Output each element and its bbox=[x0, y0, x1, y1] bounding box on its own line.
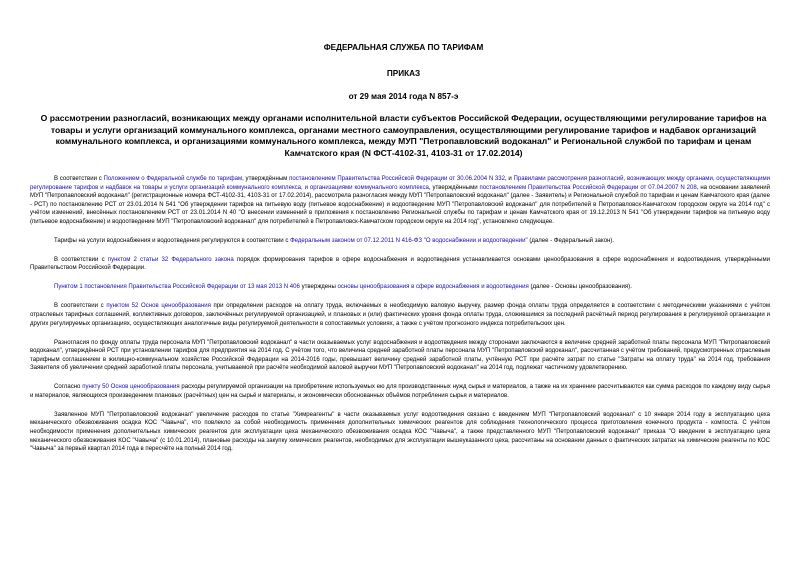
paragraph bbox=[30, 237, 770, 246]
paragraph-text: Разногласия по фонду оплаты труда персонала МУП "Петропавловский водоканал" в части оказываемых услуг водоснабжения и водоотведения между сторонами заключаются в величине средней заработной платы персонала МУП "Петропавловский водоканал", утверждённой РСТ при установлении тарифов для предприятия на 2014 год. С учётом того, что величина средней заработной платы персонала МУП "Петропавловский водоканал", рассчитанная с учётом требований, предусмотренных отраслевым тарифным соглашением в жилищно-коммунальном хозяйстве Российской Федерации на 2014-2016 годы, превышает величину средней заработной платы, учтённую РСТ при расчёте затрат по статье "Затраты на оплату труда" на 2014 год, требования Заявителя об увеличении средней заработной платы персонала, учитываемой при расчёте необходимой валовой выручки МУП "Петропавловский водоканал" на 2014 год, подлежат частичному удовлетворению. bbox=[30, 339, 770, 372]
paragraph-text: , и bbox=[505, 176, 514, 182]
document-link[interactable]: Пунктом 1 постановления Правительства Российской Федерации от 13 мая 2013 N 406 bbox=[54, 284, 300, 291]
document-body bbox=[30, 175, 770, 464]
paragraph bbox=[30, 339, 770, 373]
document-link[interactable]: основы ценообразования в сфере водоснабжения и водоотведения bbox=[337, 284, 529, 291]
paragraph-text: В соответствии с bbox=[54, 256, 108, 263]
paragraph-text: при определении расходов на оплату труда, включаемых в необходимую валовую выручку, размер фонда оплаты труда определяется в соответствии с методическими указаниями с учётом отраслевых тарифных соглашений, коллективных договоров, заключённых регулируемой организацией, и плановых и (или) фактических уровня фонда оплаты труда, сложившимся за последний расчётный период регулирования в регулируемой организации и других регулируемых организациях, осуществляющих аналогичные виды регулируемой деятельности в сопоставимых условиях, а также с учётом прогнозного индекса потребительских цен. bbox=[30, 303, 770, 327]
document-type: ПРИКАЗ bbox=[386, 69, 421, 78]
paragraph bbox=[30, 383, 770, 400]
document-link[interactable]: Федеральным законом от 07.12.2011 N 416-ФЗ "О водоснабжении и водоотведении" bbox=[290, 237, 528, 244]
paragraph-text: , на основании заявлений МУП "Петропавловский водоканал" (регистрационные номера ФСТ-4102-31, 4103-31 от 17.02.2014), рассмотрела разногласия между МУП "Петропавловский водоканал" (далее - Заявитель) и Региональной службой по тарифам и ценам Камчатского края (далее - РСТ) по постановлению РСТ от 23.01.2014 N 541 "Об утверждении тарифов на питьевую воду (питьевое водоснабжение) и водоотведение МУП "Петропавловский водоканал" для потребителей в Петропавловск-Камчатском городском округе на 2014 год" с учётом изменений, внесённых постановлением РСТ от 23.01.2014 N 40 "О внесении изменений в приложения к постановлению Региональной службы по тарифам и ценам Камчатского края от 19.12.2013 N 541 "Об утверждении тарифов на питьевую воду (питьевое водоснабжение) и водоотведение МУП "Петропавловский водоканал" для потребителей в Петропавловск-Камчатском городском округе на 2014 год", установлено следующее. bbox=[30, 184, 770, 225]
document-date-number: от 29 мая 2014 года N 857-э bbox=[348, 92, 459, 101]
agency-name: ФЕДЕРАЛЬНАЯ СЛУЖБА ПО ТАРИФАМ bbox=[323, 43, 484, 52]
paragraph-text: порядок формирования тарифов в сфере водоснабжения и водоотведения устанавливается основами ценообразования в сфере водоснабжения и водоотведения, утверждёнными Правительством Российской Федерации. bbox=[30, 256, 770, 272]
paragraph-text: расходы регулируемой организации на приобретение используемых ею для производственных нужд сырья и материалов, а также на их хранение рассчитываются как сумма расходов по каждому виду сырья и материалов, являющихся произведением плановых (расчётных) цен на сырьё и материалы, и экономически обоснованных объёмов потребления сырья и материалов. bbox=[30, 384, 770, 399]
document-link[interactable]: пунктом 2 статьи 32 Федерального закона bbox=[107, 256, 234, 263]
paragraph bbox=[30, 256, 770, 273]
paragraph-text: , утверждённым bbox=[242, 176, 290, 182]
paragraph-text: В соответствии с bbox=[54, 176, 104, 182]
paragraph bbox=[30, 302, 770, 328]
paragraph-text: , утверждёнными bbox=[428, 184, 480, 191]
paragraph-text: (далее - Основы ценообразования). bbox=[528, 284, 632, 291]
paragraph-text: утверждены bbox=[299, 284, 338, 291]
paragraph-text: (далее - Федеральный закон). bbox=[527, 237, 614, 244]
document-link[interactable]: Правилами рассмотрения разногласий, возникающих между органами, осуществляющими регулирование тарифов и надбавок на товары и услуги организаций коммунального комплекса, и организациями коммунального комплекса bbox=[30, 176, 770, 191]
document-link[interactable]: Положением о Федеральной службе по тарифам bbox=[103, 176, 243, 182]
paragraph-text: Заявленное МУП "Петропавловский водоканал" увеличение расходов по статье "Химреагенты" в части оказываемых услуг водоотведения связано с введением МУП "Петропавловский водоканал" с 10 января 2014 году в эксплуатацию цеха механического обезвоживания осадка КОС "Чавыча", что повлекло за собой необходимость применения дополнительных химических реагентов для соблюдения технологического процесса приготовления конечного продукта - компоста. С учётом необходимости применения дополнительных химических реагентов для эксплуатации цеха механического обезвоживания осадка КОС "Чавыча", а также представленного МУП "Петропавловский водоканал" приказа "О введении в эксплуатацию цеха механического обезвоживания КОС "Чавыча" (с 10.01.2014), плановые расходы на закупку химических реагентов, необходимых для эксплуатации вышеуказанного цеха, рассчитаны на основании данных о фактических затратах на химические реагенты по КОС "Чавыча" за первый квартал 2014 года в пересчёте на полный 2014 год. bbox=[30, 411, 770, 453]
paragraph-text: Согласно bbox=[54, 384, 83, 391]
paragraph bbox=[30, 175, 770, 226]
paragraph bbox=[30, 283, 770, 292]
document-link[interactable]: постановлением Правительства Российской Федерации от 07.04.2007 N 208 bbox=[479, 184, 697, 191]
document-link[interactable]: постановлением Правительства Российской Федерации от 30.06.2004 N 332 bbox=[289, 176, 506, 182]
paragraph bbox=[30, 411, 770, 454]
paragraph-text: В соответствии с bbox=[54, 303, 107, 310]
paragraph-text: Тарифы на услуги водоснабжения и водоотведения регулируются в соответствии с bbox=[54, 237, 291, 244]
document-link[interactable]: пункту 50 Основ ценообразования bbox=[82, 384, 180, 391]
document-link[interactable]: пунктом 52 Основ ценообразования bbox=[106, 303, 211, 310]
document-title: О рассмотрении разногласий, возникающих между органами исполнительной власти субъектов Российской Федерации, осуществляющими регулирование тарифов на товары и услуги организаций коммунального комплекса, органами местного самоуправления, осуществляющими регулирование тарифов и надбавок организаций коммунального комплекса, и организациями коммунального комплекса, между МУП "Петропавловский водоканал" и Региональной службой по тарифам и ценам Камчатского края (N ФСТ-4102-31, 4103-31 от 17.02.2014) bbox=[40, 113, 767, 158]
